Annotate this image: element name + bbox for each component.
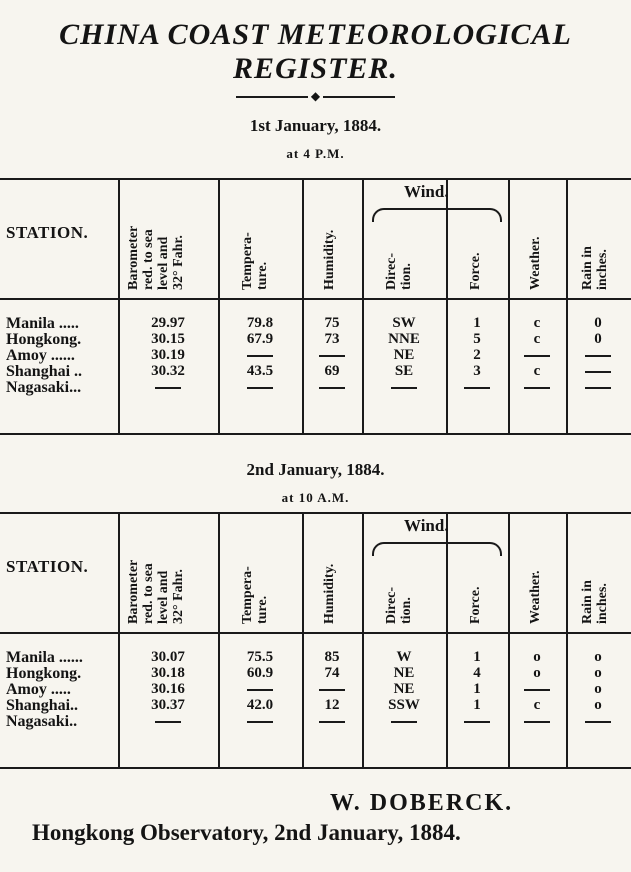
table1-direction-cell: NNE	[388, 331, 420, 347]
table2-station-name: Nagasaki..	[6, 713, 78, 730]
table1-weather-cell: c	[533, 315, 541, 331]
table2-station-name: Shanghai..	[6, 697, 79, 714]
table2-force-cell: 4	[473, 665, 481, 681]
table2-temperature-header: Tempera- ture.	[240, 566, 270, 624]
table1-wind-header: Wind.	[404, 182, 449, 201]
table1-humidity-cell: 69	[324, 363, 340, 379]
table2-station-header: STATION.	[6, 557, 89, 576]
table1-force-cell: 3	[473, 363, 481, 379]
table1-humidity-cell	[292, 380, 372, 395]
signature: W. DOBERCK.	[330, 790, 514, 816]
table1-direction-cell: SW	[392, 315, 416, 331]
table1-temperature-cell: 79.8	[246, 315, 274, 331]
table1-rain-cell	[558, 348, 631, 363]
table1-station-name: Nagasaki...	[6, 379, 82, 396]
table2-top-rule	[0, 512, 631, 514]
table2-barometer-cell: 30.07	[151, 649, 185, 665]
table2-barometer-cell: 30.18	[151, 665, 185, 681]
table2-station-name: Amoy .....	[6, 681, 71, 698]
table2-force-cell: 1	[473, 697, 481, 713]
table1-barometer-cell: 30.15	[151, 331, 185, 347]
table1-force-cell: 2	[473, 347, 481, 363]
table1-force-header: Force.	[468, 252, 483, 290]
table1-direction-header: Direc- tion.	[384, 252, 414, 290]
table2-force-cell: 1	[473, 649, 481, 665]
table1-temperature-cell: 43.5	[246, 363, 274, 379]
table2-rain-header: Rain in inches.	[580, 580, 610, 624]
table1-direction-cell: SE	[394, 363, 414, 379]
table2-direction-cell: SSW	[388, 697, 420, 713]
table1-barometer-cell: 30.32	[151, 363, 185, 379]
table2-column-divider	[118, 512, 120, 767]
table2-humidity-cell	[292, 682, 372, 697]
table2-barometer-cell	[128, 714, 208, 729]
table2-direction-cell: W	[396, 649, 412, 665]
table2-humidity-cell: 74	[324, 665, 340, 681]
table1-column-divider	[118, 178, 120, 433]
table1-temperature-cell	[220, 380, 300, 395]
register-title-line1: CHINA COAST METEOROLOGICAL	[59, 18, 572, 51]
table1-humidity-header: Humidity.	[322, 229, 337, 290]
table2-bottom-rule	[0, 767, 631, 769]
table2-direction-cell: NE	[393, 681, 415, 697]
table2-temperature-cell	[220, 682, 300, 697]
table1-rain-cell: 0	[594, 331, 602, 347]
table2-barometer-header: Barometer red. to sea level and 32° Fahr.	[126, 559, 186, 624]
table1-bottom-rule	[0, 433, 631, 435]
table1-force-cell: 5	[473, 331, 481, 347]
table2-humidity-cell: 12	[324, 697, 340, 713]
table1-rain-cell	[558, 364, 631, 379]
table2-direction-cell: NE	[393, 665, 415, 681]
table2-time: at 10 A.M.	[281, 490, 350, 505]
table1-station-name: Manila .....	[6, 315, 79, 332]
table2-temperature-cell: 60.9	[246, 665, 274, 681]
table2-humidity-cell: 85	[324, 649, 340, 665]
table1-humidity-cell	[292, 348, 372, 363]
table1-station-name: Amoy ......	[6, 347, 75, 364]
table2-force-header: Force.	[468, 586, 483, 624]
register-title-line2: REGISTER.	[233, 52, 398, 85]
table1-barometer-cell: 30.19	[151, 347, 185, 363]
table2-rain-cell	[558, 714, 631, 729]
table1-force-cell: 1	[473, 315, 481, 331]
table1-barometer-cell: 29.97	[151, 315, 185, 331]
table2-wind-brace	[372, 542, 502, 556]
table2-direction-cell	[364, 714, 444, 729]
table2-temperature-cell: 75.5	[246, 649, 274, 665]
table2-temperature-cell	[220, 714, 300, 729]
table2-humidity-header: Humidity.	[322, 563, 337, 624]
table2-barometer-cell: 30.16	[151, 681, 185, 697]
table2-rain-cell: o	[594, 649, 602, 665]
table1-barometer-cell	[128, 380, 208, 395]
table2-station-name: Hongkong.	[6, 665, 82, 682]
table2-wind-header: Wind.	[404, 516, 449, 535]
table1-date: 1st January, 1884.	[249, 116, 382, 135]
table1-barometer-header: Barometer red. to sea level and 32° Fahr.	[126, 225, 186, 290]
table1-weather-header: Weather.	[528, 236, 543, 290]
table1-rain-header: Rain in inches.	[580, 246, 610, 290]
table2-weather-cell: o	[533, 665, 541, 681]
table1-temperature-cell	[220, 348, 300, 363]
table2-humidity-cell	[292, 714, 372, 729]
table2-temperature-cell: 42.0	[246, 697, 274, 713]
table2-force-cell: 1	[473, 681, 481, 697]
table1-station-name: Shanghai ..	[6, 363, 83, 380]
table2-date: 2nd January, 1884.	[246, 460, 385, 479]
table2-barometer-cell: 30.37	[151, 697, 185, 713]
table2-station-name: Manila ......	[6, 649, 83, 666]
table2-weather-cell: o	[533, 649, 541, 665]
table1-humidity-cell: 75	[324, 315, 340, 331]
table2-rain-cell: o	[594, 665, 602, 681]
table1-rain-cell	[558, 380, 631, 395]
title-ornament	[0, 90, 631, 102]
table1-wind-brace	[372, 208, 502, 222]
table2-direction-header: Direc- tion.	[384, 586, 414, 624]
table1-top-rule	[0, 178, 631, 180]
table2-rain-cell: o	[594, 697, 602, 713]
table1-humidity-cell: 73	[324, 331, 340, 347]
table1-station-name: Hongkong.	[6, 331, 82, 348]
table2-rain-cell: o	[594, 681, 602, 697]
table1-weather-cell: c	[533, 363, 541, 379]
table1-header-rule	[0, 298, 631, 300]
table1-direction-cell	[364, 380, 444, 395]
footer-line: Hongkong Observatory, 2nd January, 1884.	[32, 820, 461, 845]
diamond-icon: ◆	[310, 89, 321, 103]
table1-rain-cell: 0	[594, 315, 602, 331]
table1-weather-cell: c	[533, 331, 541, 347]
table2-weather-cell: c	[533, 697, 541, 713]
table1-temperature-header: Tempera- ture.	[240, 232, 270, 290]
table1-time: at 4 P.M.	[286, 146, 345, 161]
table1-temperature-cell: 67.9	[246, 331, 274, 347]
table2-header-rule	[0, 632, 631, 634]
table2-weather-header: Weather.	[528, 570, 543, 624]
table1-direction-cell: NE	[393, 347, 415, 363]
table1-station-header: STATION.	[6, 223, 89, 242]
